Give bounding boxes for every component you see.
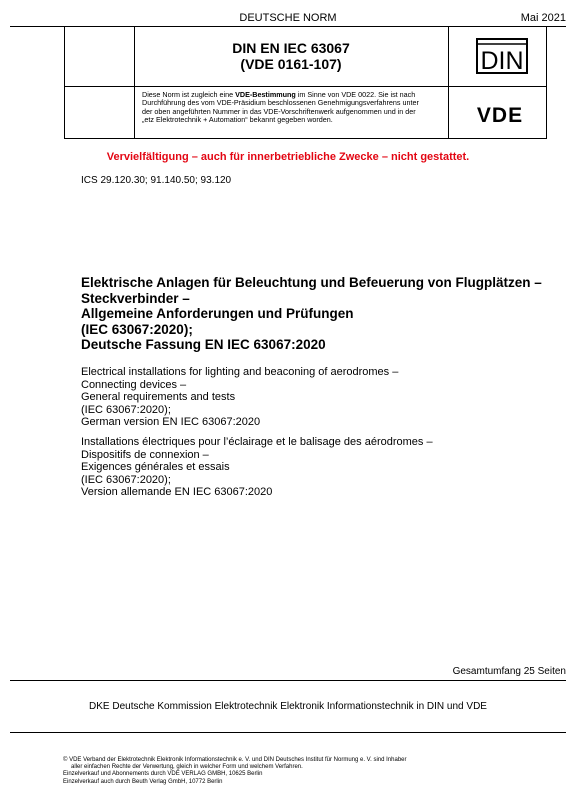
title-line: Installations électriques pour l’éclairage et le balisage des aérodromes – [81, 436, 433, 448]
header-norm-label: DEUTSCHE NORM [239, 12, 337, 24]
copy-notice: Vervielfältigung – auch für innerbetriebliche Zwecke – nicht gestattet. [106, 151, 470, 163]
header-date: Mai 2021 [520, 12, 566, 24]
vde-note-line-3: der oben angeführten Nummer in das VDE-Vorschriftenwerk aufgenommen und in der [142, 106, 416, 116]
vde-note [142, 91, 448, 125]
standard-din-number: DIN EN IEC 63067 [232, 40, 350, 56]
title-line: Deutsche Fassung EN IEC 63067:2020 [81, 337, 326, 352]
title-line: Allgemeine Anforderungen und Prüfungen [81, 306, 354, 321]
title-line: General requirements and tests [81, 391, 236, 404]
vde-logo-text: VDE [476, 104, 524, 124]
title-line: (IEC 63067:2020); [81, 321, 193, 337]
title-line: Elektrische Anlagen für Beleuchtung und Befeuerung von Flugplätzen – [81, 275, 542, 290]
title-line: German version EN IEC 63067:2020 [81, 416, 261, 429]
total-pages: Gesamtumfang 25 Seiten [452, 666, 566, 677]
box-divider-left [134, 87, 135, 138]
footer-divider-top [10, 680, 566, 681]
footer-copyright-2: aller einfachen Rechte der Verwertung, gleich in welcher Form und welchem Verfahren. [71, 764, 303, 771]
vde-note-bold: VDE-Bestimmung [235, 90, 296, 99]
title-english [81, 366, 551, 429]
title-line: Version allemande EN IEC 63067:2020 [81, 486, 273, 499]
footer-sales-1: Einzelverkauf und Abonnements durch VDE VERLAG GMBH, 10625 Berlin [63, 771, 263, 778]
vde-note-rest: im Sinne von VDE 0022. Sie ist nach [295, 90, 416, 99]
footer-sales-2: Einzelverkauf auch durch Beuth Verlag GmbH, 10772 Berlin [63, 778, 223, 785]
title-line: Steckverbinder – [81, 290, 190, 306]
title-line: Connecting devices – [81, 378, 187, 391]
din-logo [476, 38, 528, 74]
box-divider-right [448, 26, 449, 86]
vde-note-prefix: Diese Norm ist zugleich eine [142, 90, 236, 99]
title-line: Exigences générales et essais [81, 461, 230, 474]
din-logo-text: DIN [480, 47, 524, 74]
standard-number [134, 40, 448, 72]
title-line: Electrical installations for lighting and beaconing of aerodromes – [81, 366, 399, 378]
footer-copyright-1: © VDE Verband der Elektrotechnik Elektronik Informationstechnik e. V. und DIN Deutsches Institut für Normung e. V. sind Inhaber [63, 757, 407, 763]
title-line: (IEC 63067:2020); [81, 403, 171, 416]
title-german [81, 275, 551, 353]
vde-note-line-2: Durchführung des vom VDE-Präsidium beschlossenen Genehmigungsverfahrens unter [142, 98, 419, 108]
vde-logo [460, 104, 540, 124]
standard-vde-number: (VDE 0161-107) [240, 56, 342, 72]
footer [63, 757, 533, 786]
vde-note-line-4: „etz Elektrotechnik + Automation“ bekannt gegeben worden. [142, 115, 333, 125]
title-line: (IEC 63067:2020); [81, 473, 171, 486]
box-divider-right [448, 87, 449, 138]
ics-codes: ICS 29.120.30; 91.140.50; 93.120 [81, 175, 232, 186]
title-french [81, 436, 551, 499]
dke-line: DKE Deutsche Kommission Elektrotechnik Elektronik Informationstechnik in DIN und VDE [89, 701, 487, 712]
footer-divider-bottom [10, 732, 566, 733]
title-line: Dispositifs de connexion – [81, 448, 209, 461]
